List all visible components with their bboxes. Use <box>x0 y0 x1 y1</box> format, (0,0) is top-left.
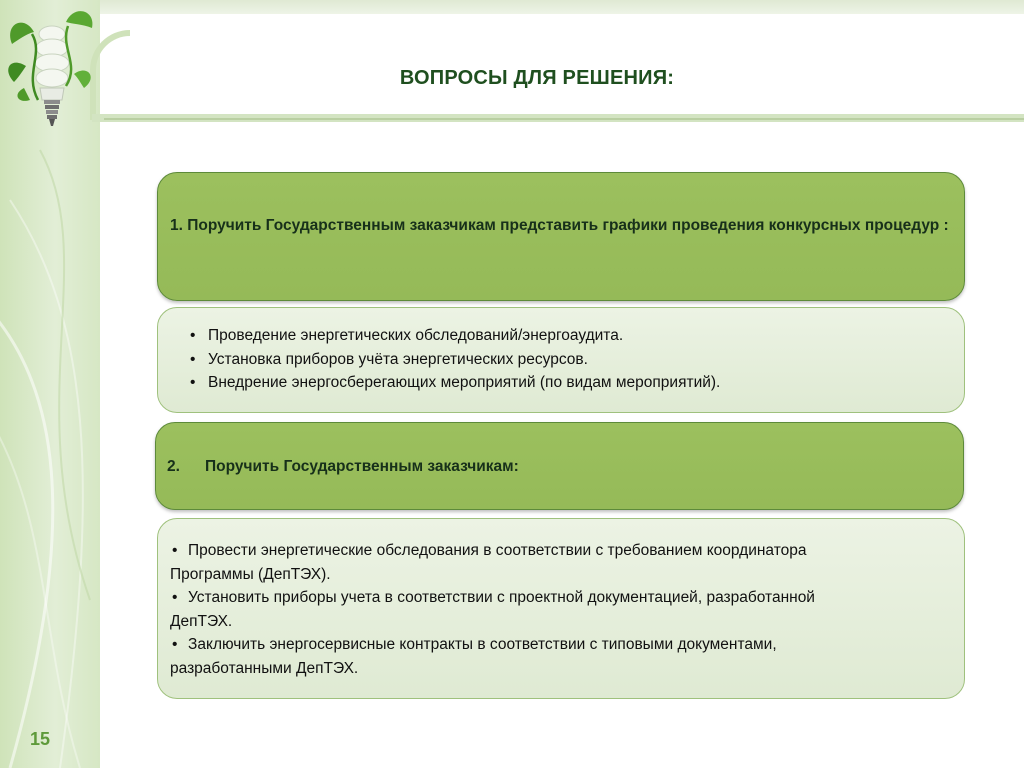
header-divider <box>104 118 1024 120</box>
list-item: • Проведение энергетических обследований/энергоаудита. <box>188 324 948 348</box>
list-item-text: Установить приборы учета в соответствии с проектной документацией, разработанной ДепТЭХ. <box>170 589 815 630</box>
page-number: 15 <box>30 729 51 749</box>
block1-heading-text: 1. Поручить Государственным заказчикам представить графики проведения конкурсных процедур : <box>170 217 949 234</box>
list-item-text: Провести энергетические обследования в соответствии с требованием координатора Программы (ДепТЭХ). <box>170 542 807 583</box>
list-item <box>170 586 870 633</box>
list-item: • Установка приборов учёта энергетических ресурсов. <box>188 348 948 372</box>
block1-heading-box <box>157 172 965 301</box>
block1-list <box>188 324 948 395</box>
top-band-inner <box>118 14 1024 32</box>
block1-list-box <box>157 307 965 413</box>
block2-heading-number: 2. <box>167 458 180 475</box>
block2-list <box>170 539 870 680</box>
block2-heading-box <box>155 422 964 510</box>
top-band <box>0 0 1024 14</box>
list-item <box>170 539 870 586</box>
block2-heading-text: Поручить Государственным заказчикам: <box>205 458 519 475</box>
block2-list-box <box>157 518 965 699</box>
list-item: • Внедрение энергосберегающих мероприятий (по видам мероприятий). <box>188 371 948 395</box>
slide-title: ВОПРОСЫ ДЛЯ РЕШЕНИЯ: <box>399 67 675 89</box>
list-item-text: Заключить энергосервисные контракты в соответствии с типовыми документами, разработанными ДепТЭХ. <box>170 636 777 677</box>
list-item <box>170 633 870 680</box>
